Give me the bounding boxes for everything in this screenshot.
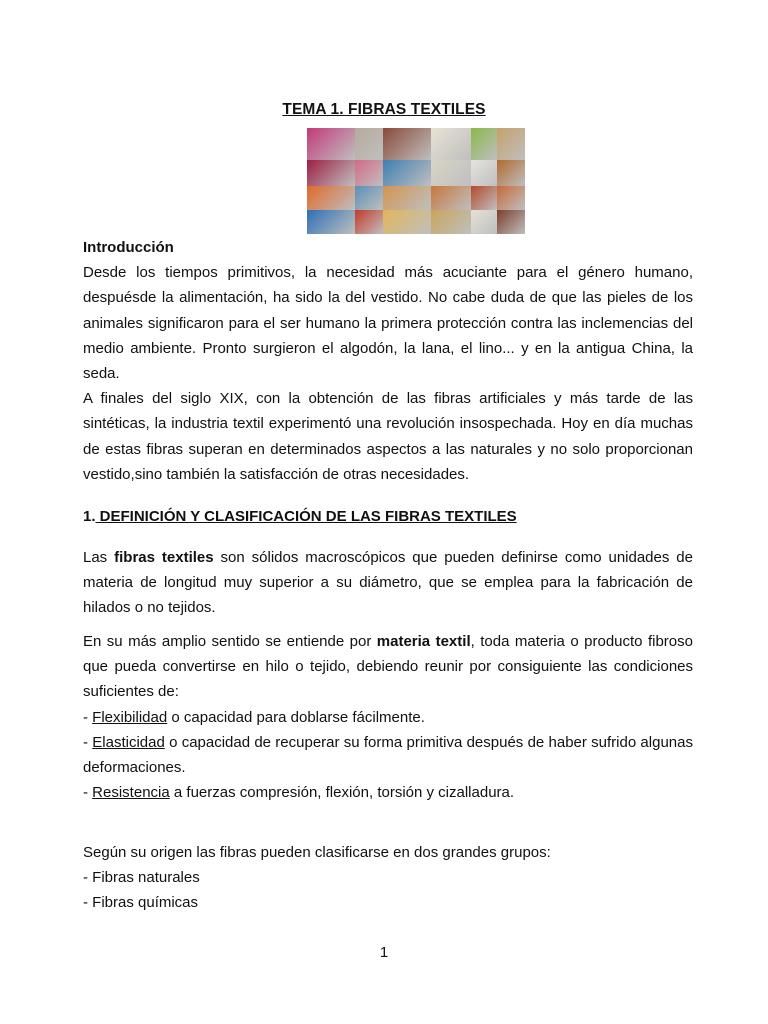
page-number: 1 [379,944,389,961]
condition-dash: - [83,708,93,726]
collage-tile [431,186,471,210]
materia-textil-section [83,629,693,805]
collage-tile [307,186,355,210]
collage-tile [383,210,431,234]
collage-tile [471,210,497,234]
origin-intro: Según su origen las fibras pueden clasificarse en dos grandes grupos: [83,844,551,861]
section-1-heading [83,504,693,529]
intro-paragraph-2: A finales del siglo XIX, con la obtención de las fibras artificiales y más tarde de las sintéticas, la industria textil experimentó una revolución insospechada. Hoy en día muchas de estas fibras superan en determinados aspectos a las naturales y no solo proporcionan vestido,sino también la satisfacción de otras necesidades. [83,390,693,483]
collage-tile [383,186,431,210]
condition-dash: - [83,784,93,802]
collage-tile [307,210,355,234]
textile-fibers-collage-image [307,128,525,234]
condition-description: a fuerzas compresión, flexión, torsión y cizalladura. [169,784,515,802]
collage-tile [431,210,471,234]
term-elasticidad: Elasticidad [92,733,165,751]
collage-tile [497,186,525,210]
intro-paragraph-1: Desde los tiempos primitivos, la necesidad más acuciante para el género humano, despuésde la alimentación, ha sido la del vestido. No cabe duda de que las pieles de los animales significaron para el ser humano la primera protección contra las inclemencias del medio ambiente. Pronto surgieron el algodón, la lana, el lino... y en la antigua China, la seda. [83,264,693,383]
collage-tile [355,160,383,186]
intro-heading: Introducción [83,239,174,256]
collage-tile [497,160,525,186]
collage-tile [355,210,383,234]
definition-text-end: son sólidos macroscópicos que pueden definirse como unidades de materia de longitud muy superior a su diámetro, que se emplea para la fabricación de hilados o no tejidos. [83,549,693,617]
condition-elasticidad [83,730,693,780]
term-fibras-textiles: fibras textiles [114,549,214,566]
group-chemical-fibers: - Fibras químicas [83,894,199,912]
collage-tile [431,128,471,160]
definition-paragraph [83,545,693,621]
condition-description: o capacidad para doblarse fácilmente. [167,708,425,726]
collage-tile [383,160,431,186]
collage-tile [355,128,383,160]
collage-tile [471,160,497,186]
collage-tile [497,128,525,160]
section-title: DEFINICIÓN Y CLASIFICACIÓN DE LAS FIBRAS TEXTILES [95,508,517,525]
collage-tile [471,186,497,210]
term-resistencia: Resistencia [92,784,170,802]
document-title: TEMA 1. FIBRAS TEXTILES [282,101,486,118]
materia-text-start: En su más amplio sentido se entiende por [83,633,377,650]
collage-tile [471,128,497,160]
materia-text-end: , toda materia o producto fibroso que pueda convertirse en hilo o tejido, debiendo reunir por consiguiente las condiciones suficientes de: [83,633,693,701]
collage-tile [355,186,383,210]
condition-dash: - [83,733,93,751]
collage-tile [383,128,431,160]
collage-tile [307,160,355,186]
term-materia-textil: materia textil [376,633,471,650]
collage-tile [307,128,355,160]
condition-description: o capacidad de recuperar su forma primitiva después de haber sufrido algunas deformaciones. [83,733,693,777]
collage-tile [497,210,525,234]
condition-flexibilidad [83,705,693,730]
group-natural-fibers: - Fibras naturales [83,869,200,887]
condition-resistencia [83,780,693,805]
intro-section [83,235,693,487]
term-flexibilidad: Flexibilidad [92,708,168,726]
materia-textil-paragraph [83,629,693,705]
collage-tile [431,160,471,186]
section-number: 1. [83,508,96,525]
definition-text-start: Las [83,549,115,566]
classification-section [83,840,693,916]
